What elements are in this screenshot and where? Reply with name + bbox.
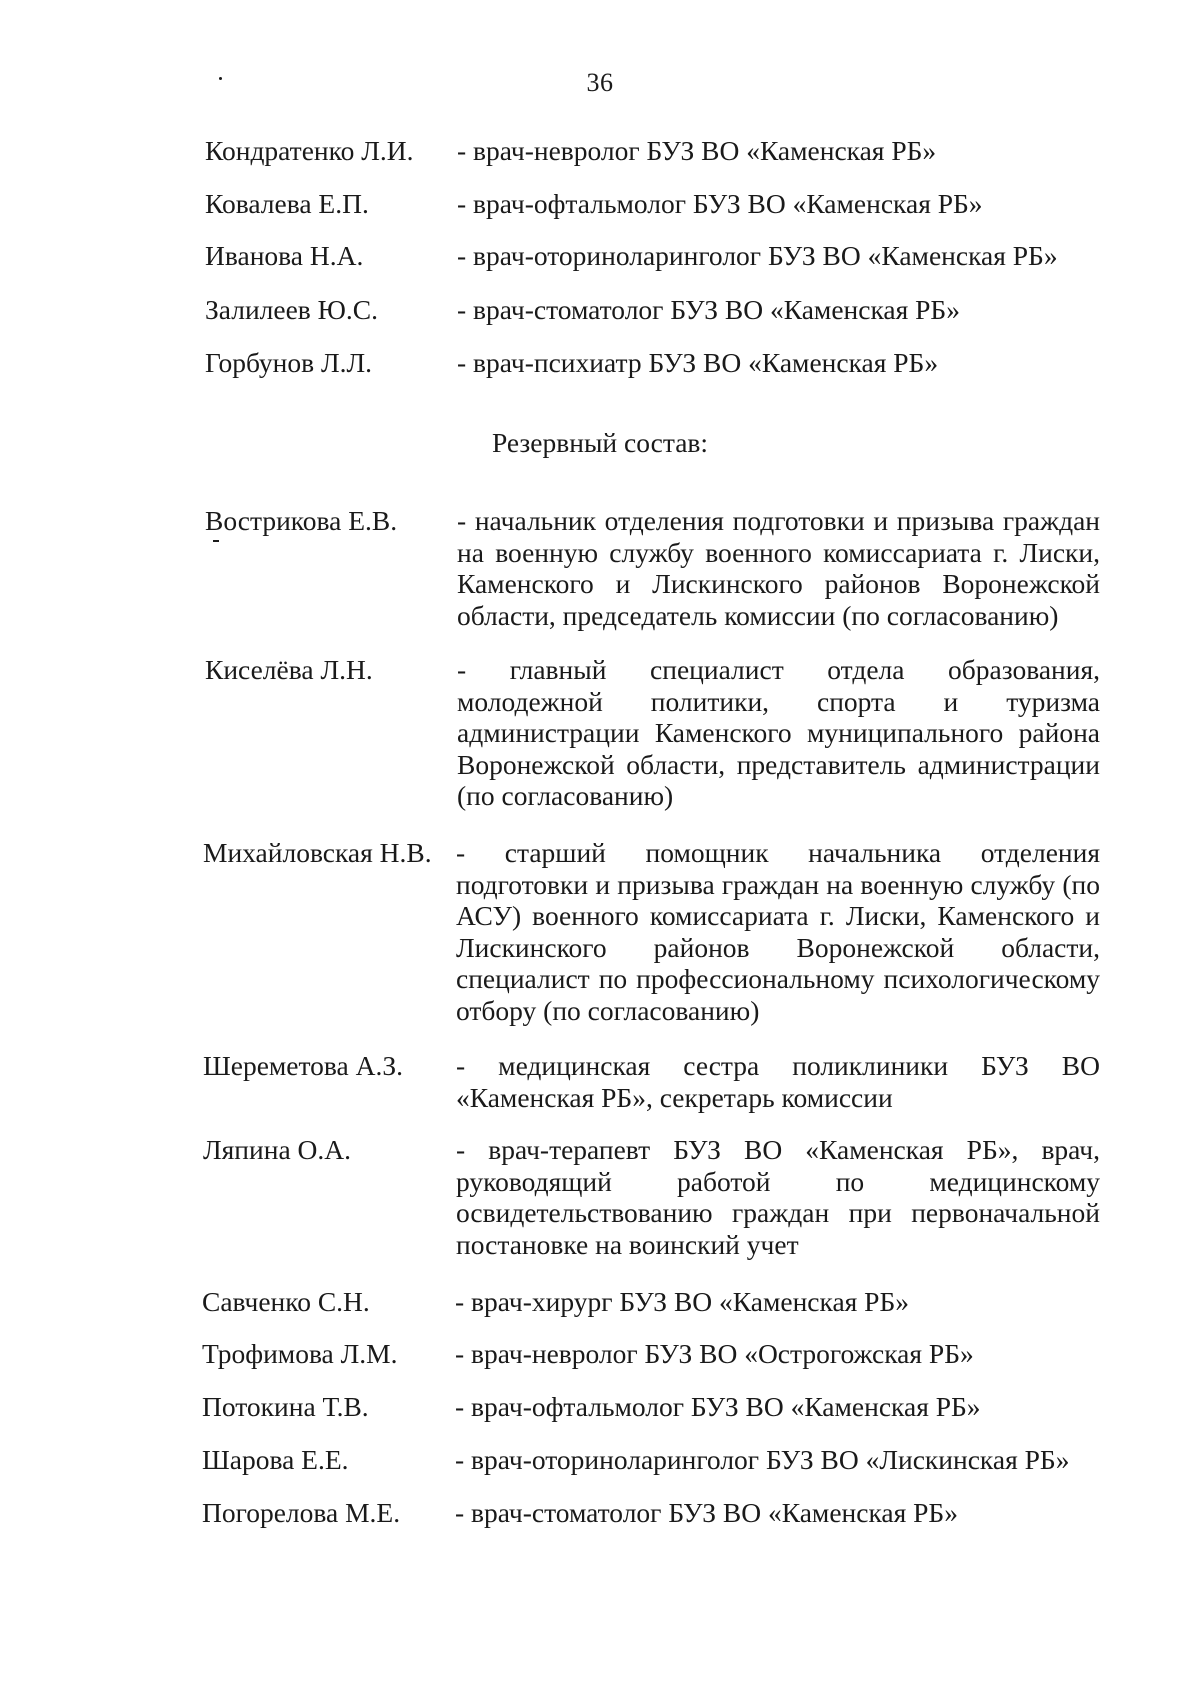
stray-mark — [213, 540, 219, 542]
member-name: Залилеев Ю.С. — [205, 294, 379, 325]
member-role: - врач-психиатр БУЗ ВО «Каменская РБ» — [457, 347, 939, 378]
page-number: 36 — [586, 68, 614, 97]
member-role: - врач-стоматолог БУЗ ВО «Каменская РБ» — [455, 1497, 958, 1528]
member-role: - врач-оториноларинголог БУЗ ВО «Каменская РБ» — [457, 240, 1058, 271]
reserve-heading: Резервный состав: — [491, 427, 709, 458]
member-role: - врач-невролог БУЗ ВО «Острогожская РБ» — [455, 1338, 974, 1369]
member-name: Савченко С.Н. — [202, 1286, 370, 1317]
member-role: - врач-стоматолог БУЗ ВО «Каменская РБ» — [457, 294, 960, 325]
member-name: Шарова Е.Е. — [202, 1444, 349, 1475]
member-role: - врач-хирург БУЗ ВО «Каменская РБ» — [455, 1286, 910, 1317]
member-name: Кондратенко Л.И. — [205, 135, 414, 166]
member-name: Горбунов Л.Л. — [205, 347, 373, 378]
member-role: - врач-офтальмолог БУЗ ВО «Каменская РБ» — [457, 188, 983, 219]
member-name: Погорелова М.Е. — [202, 1497, 401, 1528]
member-name: Михайловская Н.В. — [203, 837, 432, 868]
member-name: Ляпина О.А. — [203, 1134, 352, 1165]
member-name: Потокина Т.В. — [202, 1391, 369, 1422]
member-role: - врач-невролог БУЗ ВО «Каменская РБ» — [457, 135, 937, 166]
member-role: - медицинская сестра поликлиники БУЗ ВО «Каменская РБ», секретарь комиссии — [456, 1050, 1100, 1113]
member-role: - врач-оториноларинголог БУЗ ВО «Лискинская РБ» — [455, 1444, 1070, 1475]
member-role: - врач-офтальмолог БУЗ ВО «Каменская РБ» — [455, 1391, 981, 1422]
member-role: - старший помощник начальника отделения подготовки и призыва граждан на военную службу (по АСУ) военного комиссариата г. Лиски, Каменского и Лискинского районов Воронежской области, специалист по профессиональному психологическому отбору (по согласованию) — [456, 837, 1100, 1026]
member-name: Иванова Н.А. — [205, 240, 364, 271]
member-name: Трофимова Л.М. — [202, 1338, 398, 1369]
member-role: - начальник отделения подготовки и призыва граждан на военную службу военного комиссариата г. Лиски, Каменского и Лискинского районов Воронежской области, председатель комиссии (по согласованию) — [457, 505, 1100, 631]
member-role: - главный специалист отдела образования, молодежной политики, спорта и туризма администрации Каменского муниципального района Воронежской области, представитель администрации (по согласованию) — [457, 654, 1100, 811]
member-role: - врач-терапевт БУЗ ВО «Каменская РБ», врач, руководящий работой по медицинскому освидетельствованию граждан при первоначальной постановке на воинский учет — [456, 1134, 1100, 1260]
member-name: Киселёва Л.Н. — [205, 654, 373, 685]
member-name: Ковалева Е.П. — [205, 188, 369, 219]
member-name: Шереметова А.З. — [203, 1050, 404, 1081]
member-name: Вострикова Е.В. — [205, 505, 398, 536]
